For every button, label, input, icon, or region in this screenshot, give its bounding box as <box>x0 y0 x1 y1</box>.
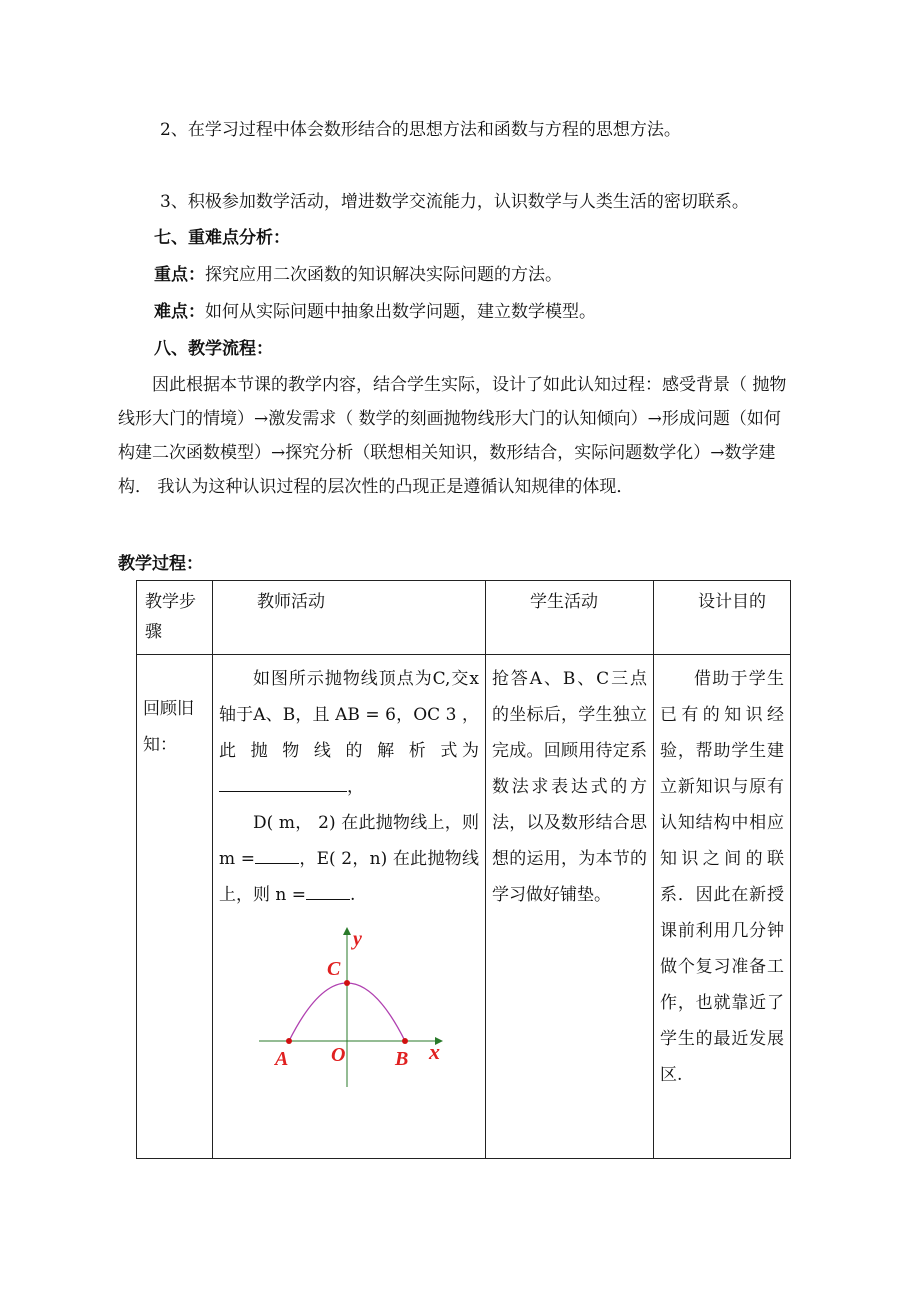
y-axis-arrow <box>343 927 351 935</box>
table-header-row <box>137 581 791 655</box>
purpose-cell <box>654 655 791 1159</box>
purpose-text: 借助于学生已有的知识经验，帮助学生建立新知识与原有认知结构中相应知识之间的联系．因此在新授课前利用几分钟做个复习准备工作，也就靠近了学生的最近发展区. <box>660 669 784 1085</box>
difficult-point-text: 如何从实际问题中抽象出数学问题，建立数学模型。 <box>205 302 596 322</box>
header-teacher: 教师活动 <box>213 581 486 655</box>
teacher-question <box>213 655 485 913</box>
label-b: B <box>395 1048 409 1070</box>
answer-blank-n <box>306 877 350 900</box>
step-text: 回顾旧知： <box>143 699 194 755</box>
teacher-q3: ，E( 2，n) 在此抛物线上，则 n = <box>219 849 479 905</box>
point-a <box>286 1038 292 1044</box>
process-title: 教学过程： <box>118 554 203 574</box>
section-8-title: 八、教学流程： <box>154 339 273 359</box>
objective-3: 3、积极参加数学活动，增进数学交流能力，认识数学与人类生活的密切联系。 <box>160 192 749 212</box>
process-paragraph: 因此根据本节课的教学内容，结合学生实际，设计了如此认知过程：感受背景（ 抛物线形大门的情境）→激发需求（ 数学的刻画抛物线形大门的认知倾向）→形成问题（如何构建二次函数模型）→探究分析（联想相关知识，数形结合，实际问题数学化）→数学建构． 我认为这种认识过程的层次性的凸现正是遵循认知规律的体现． <box>118 375 787 497</box>
key-point <box>154 263 562 287</box>
answer-blank-m <box>255 841 299 864</box>
student-text: 抢答A、B、C三点的坐标后，学生独立完成。回顾用待定系数法求表达式的方法，以及数形结合思想的运用，为本节的学习做好铺垫。 <box>492 669 647 905</box>
header-purpose: 设计目的 <box>654 581 791 655</box>
point-c <box>344 980 350 986</box>
key-point-text: 探究应用二次函数的知识解决实际问题的方法。 <box>205 265 562 285</box>
objective-2: 2、在学习过程中体会数形结合的思想方法和函数与方程的思想方法。 <box>160 120 681 140</box>
difficult-point <box>154 300 596 324</box>
section-7-title: 七、重难点分析： <box>154 228 290 248</box>
teacher-cell <box>213 655 486 1159</box>
student-cell <box>486 655 654 1159</box>
teacher-q3-end: . <box>350 885 356 905</box>
label-y: y <box>353 928 362 950</box>
label-c: C <box>327 958 341 980</box>
step-cell <box>137 655 213 1159</box>
header-student: 学生活动 <box>486 581 654 655</box>
header-step: 教学步骤 <box>137 581 213 655</box>
parabola-graph <box>249 927 449 1097</box>
teacher-q2: D( m， 2) 在此抛物线上，则 m = <box>219 813 479 869</box>
label-x: x <box>429 1039 440 1064</box>
answer-blank-expression <box>219 769 347 792</box>
label-a: A <box>275 1048 289 1070</box>
table-row <box>137 655 791 1159</box>
process-table <box>136 580 791 1159</box>
teacher-q1: 如图所示抛物线顶点为C,交x轴于A、B，且 AB = 6，OC 3 ， 此 抛 物 线 的 解 析 式为 <box>219 669 479 761</box>
point-b <box>402 1038 408 1044</box>
teacher-q1-end: ， <box>347 777 364 797</box>
key-point-label: 重点： <box>154 265 205 285</box>
difficult-point-label: 难点： <box>154 302 205 322</box>
label-o: O <box>331 1044 346 1066</box>
